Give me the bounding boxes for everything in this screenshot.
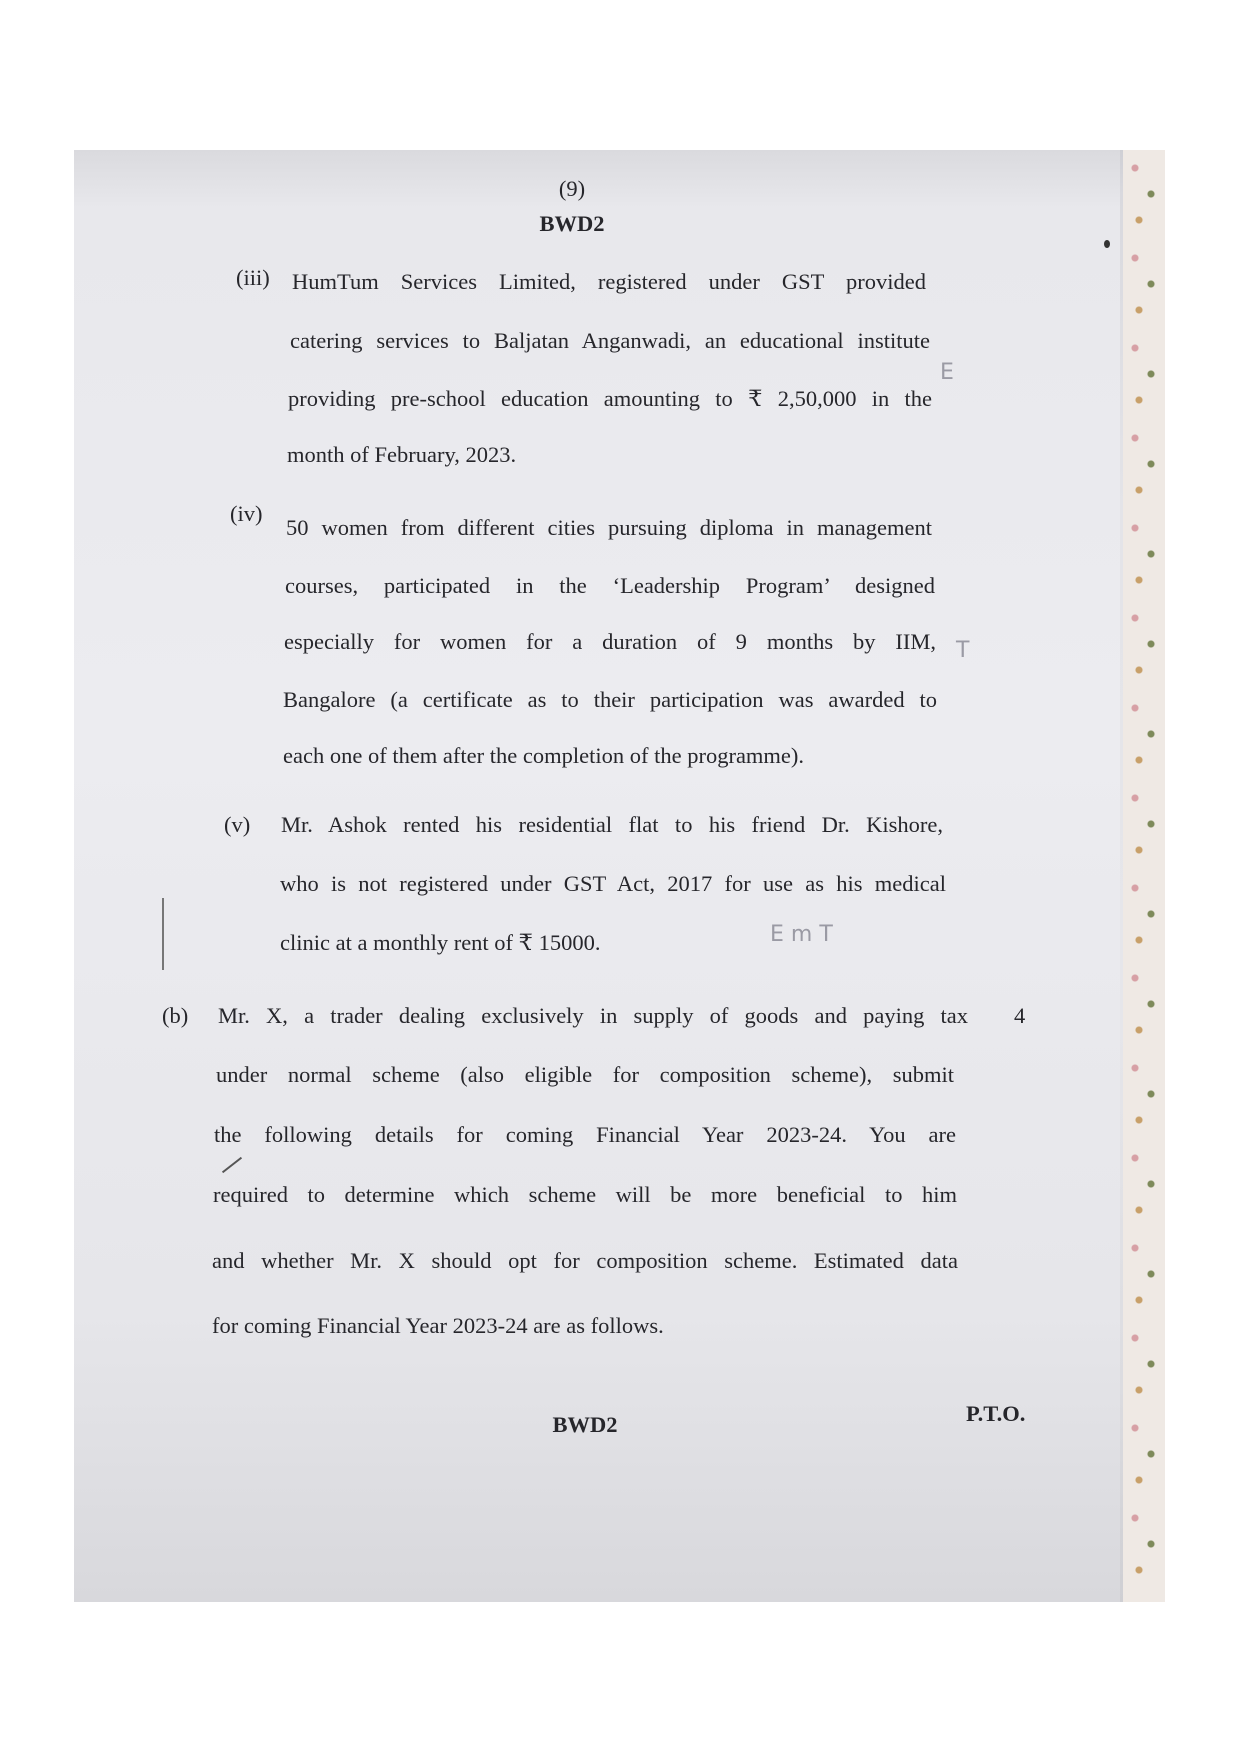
part-b-line: under normal scheme (also eligible for composition scheme), submit bbox=[216, 1062, 954, 1087]
page-number: (9) bbox=[558, 176, 586, 201]
item-v-line: Mr. Ashok rented his residential flat to his friend Dr. Kishore, bbox=[281, 812, 943, 837]
handwritten-mark: E bbox=[940, 360, 954, 385]
item-iv-line: Bangalore (a certificate as to their participation was awarded to bbox=[283, 687, 937, 712]
ink-dot bbox=[1104, 240, 1110, 248]
pto-label: P.T.O. bbox=[966, 1401, 1026, 1426]
item-iv-line: each one of them after the completion of the programme). bbox=[283, 743, 805, 768]
item-v-line: who is not registered under GST Act, 2017 for use as his medical bbox=[280, 871, 946, 896]
paper-code-top: BWD2 bbox=[539, 211, 605, 236]
item-iii-line: HumTum Services Limited, registered under GST provided bbox=[292, 269, 926, 294]
background-cloth bbox=[1123, 150, 1165, 1602]
item-label-iii: (iii) bbox=[236, 265, 270, 290]
item-iii-line: providing pre-school education amounting to ₹ 2,50,000 in the bbox=[288, 386, 932, 411]
item-iv-line: courses, participated in the ‘Leadership Program’ designed bbox=[285, 573, 935, 598]
margin-bracket bbox=[162, 898, 168, 970]
handwritten-mark: T bbox=[956, 638, 970, 663]
item-label-v: (v) bbox=[224, 812, 251, 837]
part-b-line: for coming Financial Year 2023-24 are as follows. bbox=[212, 1313, 664, 1338]
part-b-line: the following details for coming Financial Year 2023-24. You are bbox=[214, 1122, 956, 1147]
paper-code-bottom: BWD2 bbox=[552, 1412, 618, 1437]
item-iv-line: especially for women for a duration of 9 months by IIM, bbox=[284, 629, 936, 654]
part-b-marks: 4 bbox=[1014, 1003, 1026, 1028]
part-b-label: (b) bbox=[162, 1003, 189, 1028]
item-iii-line: month of February, 2023. bbox=[287, 442, 517, 467]
tick-mark bbox=[222, 1157, 242, 1173]
part-b-line: Mr. X, a trader dealing exclusively in supply of goods and paying tax bbox=[218, 1003, 968, 1028]
part-b-line: and whether Mr. X should opt for composition scheme. Estimated data bbox=[212, 1248, 958, 1273]
item-iv-line: 50 women from different cities pursuing diploma in management bbox=[286, 515, 932, 540]
item-iii-line: catering services to Baljatan Anganwadi, an educational institute bbox=[290, 328, 930, 353]
item-label-iv: (iv) bbox=[230, 501, 263, 526]
item-v-line: clinic at a monthly rent of ₹ 15000. bbox=[280, 930, 601, 955]
handwritten-mark: E m T bbox=[770, 922, 833, 947]
part-b-line: required to determine which scheme will be more beneficial to him bbox=[213, 1182, 957, 1207]
